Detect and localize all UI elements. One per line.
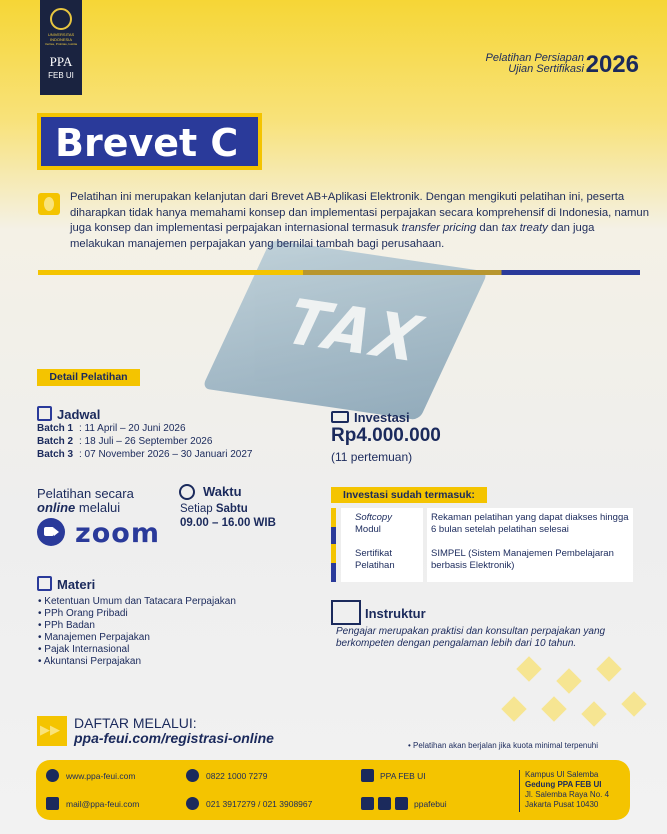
list-item: • PPh Orang Pribadi [38,608,236,620]
online-word: online [37,500,76,515]
online-line2 [37,501,134,515]
whatsapp-icon [186,769,199,782]
zoom-wordmark: zoom [75,518,160,549]
list-item: • Ketentuan Umum dan Tatacara Perpajakan [38,596,236,608]
includes-row [331,544,633,582]
waktu-info [180,502,276,530]
includes-name: Sertifikat Pelatihan [341,544,423,582]
row-accent-bar [331,508,336,546]
intro-em-transfer-pricing: transfer pricing [401,222,477,234]
detail-label: Detail Pelatihan [37,369,140,386]
email-link[interactable]: mail@ppa-feui.com [66,799,140,809]
includes-desc: SIMPEL (Sistem Manajemen Pembelajaran berbasis Elektronik) [427,544,633,582]
makara-emblem-icon [50,8,72,30]
linkedin-link[interactable]: PPA FEB UI [380,771,426,781]
decor-diamond [596,656,621,681]
online-rest: melalui [75,500,121,515]
social-handle-link[interactable]: ppafebui [414,799,447,809]
address-line3: Jl. Salemba Raya No. 4 [525,790,610,799]
logo-motto-text: Veritas, Probitas, Iustitia [44,42,78,46]
logo-ppa-text: PPA [49,54,73,69]
course-description [70,190,650,252]
clock-icon [179,484,195,500]
website-link[interactable]: www.ppa-feui.com [66,771,136,781]
investasi-title: Investasi [354,410,410,425]
instruktur-text: Pengajar merupakan praktisi dan konsultan perpajakan yang berkompeten dengan pengalaman lebih dari 10 tahun. [336,626,606,649]
decor-diamond [556,668,581,693]
batch-dates: : 18 Juli – 26 September 2026 [79,436,213,447]
includes-name-em: Softcopy [355,512,392,523]
decor-diamond [501,696,526,721]
address-separator [519,770,520,812]
list-item: • Akuntansi Perpajakan [38,656,236,668]
quota-note: • Pelatihan akan berjalan jika kuota minimal terpenuhi [408,741,598,750]
intro-text-2: dan [476,222,502,234]
includes-name [341,508,423,546]
decor-diamond [516,656,541,681]
logo-university-text: UNIVERSITAS INDONESIA [47,32,75,42]
campus-address [525,770,609,810]
double-arrow-icon [37,716,67,746]
list-item: • Pajak Internasional [38,644,236,656]
globe-icon [46,769,59,782]
online-line1: Pelatihan secara [37,486,134,501]
address-line4: Jakarta Pusat 10430 [525,800,599,809]
intro-text-3: dan juga melakukan manajemen perpajakan yang bernilai tambah bagi perusahaan. [70,222,595,250]
quote-icon [38,193,60,215]
waktu-day-prefix: Setiap [180,503,216,515]
instructor-board-icon [331,600,361,625]
address-line2 [525,780,609,790]
instruktur-title: Instruktur [365,606,426,621]
includes-desc: Rekaman pelatihan yang dapat diakses hingga 6 bulan setelah pelatihan selesai [427,508,633,546]
waktu-hours-text: 09.00 – 16.00 WIB [180,517,276,529]
batch-row [37,422,252,435]
waktu-hours [180,516,276,530]
materi-title: Materi [57,577,96,592]
batch-row [37,435,252,448]
schedule-list [37,422,252,461]
batch-label: Batch 3 [37,449,74,460]
includes-name-rest: Modul [355,524,381,535]
row-accent-bar [331,544,336,582]
decor-diamond [621,691,646,716]
tagline-line1: Pelatihan Persiapan [485,52,584,64]
includes-label: Investasi sudah termasuk: [331,487,487,503]
decor-diamond [541,696,566,721]
linkedin-icon [361,769,374,782]
zoom-camera-icon [37,518,65,546]
price-tag-icon [331,411,349,423]
register-label: DAFTAR MELALUI: [74,715,197,731]
materi-list [38,596,236,669]
phone-icon [186,797,199,810]
investasi-price: Rp4.000.000 [331,425,441,446]
decor-diamond [581,701,606,726]
list-item: • PPh Badan [38,620,236,632]
list-item: • Manajemen Perpajakan [38,632,236,644]
materi-icon [37,576,52,591]
course-title: Brevet C [55,121,239,165]
course-title-box [37,113,262,170]
jadwal-title: Jadwal [57,407,101,422]
tax-key-text: TAX [272,286,438,376]
includes-row [331,508,633,546]
tagline-line2: Ujian Sertifikasi [508,63,584,75]
ppa-logo [40,0,82,95]
batch-row [37,448,252,461]
mail-icon [46,797,59,810]
instagram-icon [361,797,374,810]
calendar-icon [37,406,52,421]
x-icon [395,797,408,810]
facebook-icon [378,797,391,810]
intro-text-1: Pelatihan ini merupakan kelanjutan dari Brevet AB+Aplikasi Elektronik. Dengan mengikuti pelatihan ini, peserta diharapkan tidak hanya memahami konsep dan implementasi perpajakan secara komprehensif di Indonesia, namun juga konsep dan implementasi perpajakan internasional termasuk [70,191,649,234]
waktu-day: Sabtu [215,503,248,515]
online-info [37,487,134,515]
logo-feb-text: FEB UI [48,71,74,80]
batch-dates: : 07 November 2026 – 30 Januari 2027 [79,449,253,460]
tax-key-image [202,240,489,421]
address-line1: Kampus UI Salemba [525,770,599,779]
tricolor-divider [38,270,640,275]
phone-number: 021 3917279 / 021 3908967 [206,799,313,809]
batch-dates: : 11 April – 20 Juni 2026 [79,423,186,434]
register-link[interactable]: ppa-feui.com/registrasi-online [74,730,274,746]
batch-label: Batch 1 [37,423,74,434]
batch-label: Batch 2 [37,436,74,447]
tagline-year: 2026 [585,51,639,78]
whatsapp-number: 0822 1000 7279 [206,771,268,781]
waktu-title: Waktu [203,484,242,499]
intro-em-tax-treaty: tax treaty [501,222,548,234]
investasi-sessions: (11 pertemuan) [331,450,413,464]
waktu-day-line [180,502,276,516]
address-building: Gedung PPA FEB UI [525,780,602,789]
